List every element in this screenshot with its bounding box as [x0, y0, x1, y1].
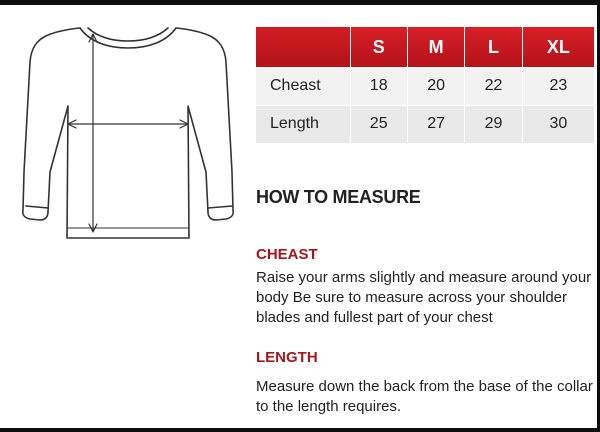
table-row — [256, 67, 594, 105]
table-cell: 25 — [350, 105, 407, 143]
length-heading: LENGTH — [256, 349, 318, 366]
size-header-s: S — [350, 27, 407, 67]
table-cell: 27 — [407, 105, 464, 143]
table-cell: 18 — [350, 67, 407, 105]
table-cell: 20 — [407, 67, 464, 105]
cheast-instructions: Raise your arms slightly and measure around your body Be sure to measure across your shoulder blades and fullest part of your chest — [256, 269, 592, 326]
table-cell: 22 — [465, 67, 522, 105]
table-cell: 30 — [522, 105, 594, 143]
header-blank-cell — [256, 27, 350, 67]
row-label-length: Length — [256, 105, 350, 143]
size-chart-table — [256, 27, 594, 143]
row-label-cheast: Cheast — [256, 67, 350, 105]
size-header-m: M — [407, 27, 464, 67]
sweater-body-outline — [23, 28, 233, 238]
table-cell: 23 — [522, 67, 594, 105]
cheast-heading: CHEAST — [256, 246, 318, 263]
table-row — [256, 105, 594, 143]
table-cell: 29 — [465, 105, 522, 143]
size-header-xl: XL — [522, 27, 594, 67]
length-instructions: Measure down the back from the base of the collar to the length requires. — [256, 378, 593, 415]
top-border — [0, 0, 600, 5]
size-header-row — [256, 27, 594, 67]
how-to-measure-title: HOW TO MEASURE — [256, 187, 421, 207]
bottom-border — [0, 428, 600, 432]
size-header-l: L — [465, 27, 522, 67]
sweater-outline-icon — [18, 22, 238, 242]
